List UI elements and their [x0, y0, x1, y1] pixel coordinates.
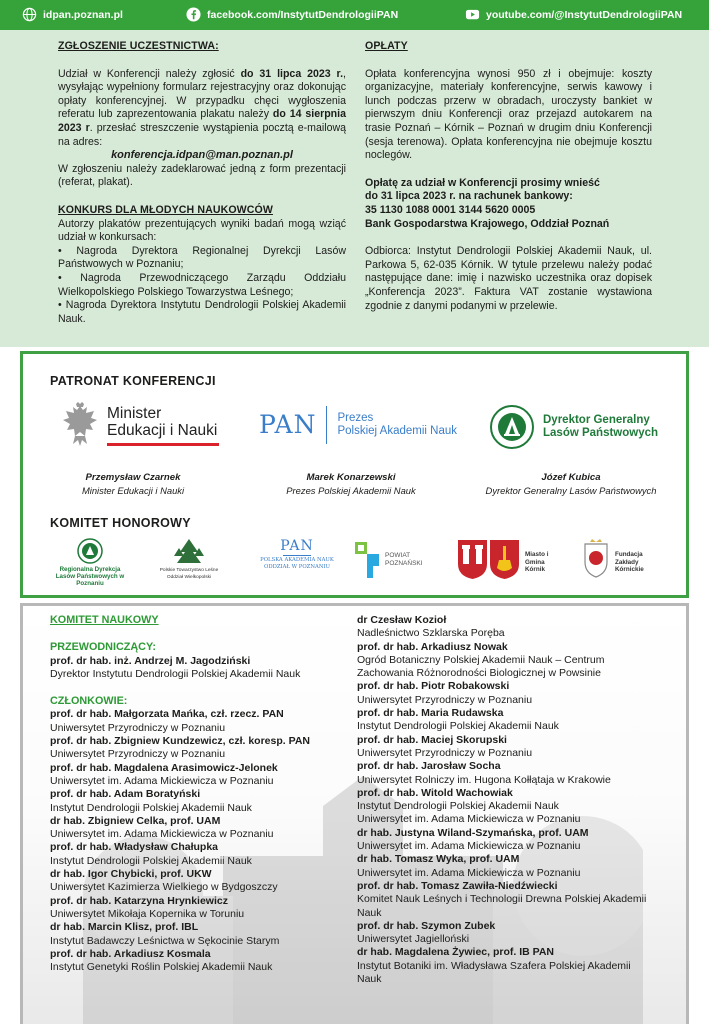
- member-name: prof. dr hab. Katarzyna Hrynkiewicz: [50, 894, 228, 907]
- fees-heading: OPŁATY: [365, 40, 408, 52]
- competition-item: • Nagroda Dyrektora Instytutu Dendrologii Polskiej Akademii Nauk.: [58, 299, 346, 325]
- contact-email[interactable]: konferencja.idpan@man.poznan.pl: [111, 149, 293, 162]
- facebook-text: facebook.com/InstytutDendrologiiPAN: [207, 8, 399, 21]
- member-name: prof. dr hab. Władysław Chałupka: [50, 841, 219, 854]
- member-affiliation: Uniwersytet Jagielloński: [357, 933, 470, 946]
- pan-logo-line2: Polskiej Akademii Nauk: [337, 425, 457, 437]
- member-name: dr hab. Igor Chybicki, prof. UKW: [50, 868, 212, 881]
- patron-name: Przemysław Czarnek: [85, 472, 181, 483]
- scientific-committee-heading: KOMITET NAUKOWY: [50, 614, 159, 626]
- minister-logo: [61, 402, 219, 448]
- powiat-caption-2: POZNAŃSKI: [385, 559, 423, 567]
- ptl-logo: [151, 538, 227, 581]
- divider: [326, 406, 327, 444]
- member-affiliation: Uniwersytet Przyrodniczy w Poznaniu: [357, 693, 533, 706]
- member-affiliation: Uniwersytet Kazimierza Wielkiego w Bydgoszczy: [50, 881, 278, 894]
- website-link[interactable]: [22, 7, 123, 22]
- pan-poznan-logo: [251, 538, 343, 571]
- pan-poznan-wordmark: PAN: [280, 538, 314, 554]
- state-forests-logo: [489, 404, 658, 450]
- member-affiliation: Uniwersytet im. Adama Mickiewicza w Poznaniu: [357, 840, 581, 853]
- member-affiliation: Instytut Dendrologii Polskiej Akademii Nauk: [357, 720, 559, 733]
- competition-item: • Nagroda Dyrektora Regionalnej Dyrekcji Lasów Państwowych w Poznaniu;: [58, 244, 346, 271]
- ptl-caption-2: Oddział Wielkopolski: [166, 574, 212, 580]
- member-affiliation: Uniwersytet Przyrodniczy w Poznaniu: [50, 748, 226, 761]
- rdlp-emblem-icon: [77, 538, 103, 564]
- lp-logo-line1: Dyrektor Generalny: [543, 413, 650, 426]
- member-name: dr hab. Tomasz Wyka, prof. UAM: [357, 853, 520, 866]
- eagle-emblem-icon: [61, 402, 99, 448]
- fundacja-caption-1: Fundacja: [615, 551, 643, 558]
- minister-logo-line2: Edukacji i Nauki: [107, 421, 218, 439]
- bank-name: Bank Gospodarstwa Krajowego, Oddział Poznań: [365, 217, 610, 230]
- member-name: prof. dr hab. Zbigniew Kundzewicz, czł. koresp. PAN: [50, 735, 310, 748]
- member-affiliation: Ogród Botaniczny Polskiej Akademii Nauk – Centrum Zachowania Różnorodności Biologicznej w Powsinie: [357, 653, 605, 680]
- youtube-text: youtube.com/@InstytutDendrologiiPAN: [486, 8, 683, 21]
- chair-name: prof. dr hab. inż. Andrzej M. Jagodziński: [50, 654, 251, 667]
- kornik-caption-2: Kórnik: [525, 566, 545, 573]
- competition-item: • Nagroda Przewodniczącego Zarządu Oddziału Wielkopolskiego Polskiego Towarzystwa Leśnego;: [58, 271, 346, 298]
- left-column: [58, 40, 346, 326]
- forest-emblem-icon: [489, 404, 535, 450]
- powiat-caption-1: POWIAT: [385, 552, 411, 559]
- fees-paragraph: Opłata konferencyjna wynosi 950 zł i obejmuje: koszty organizacyjne, materiały konferencyjne, serwis kawowy i lunch podczas przerw w obradach, uroczysty bankiet w pierwszym dniu Konferencji oraz przejazd autokarem na trasie Poznań – Kórnik – Poznań w drugim dniu Konferencji (sesja terenowa). Opłata konferencyjna nie obejmuje kosztu noclegów.: [365, 67, 652, 162]
- competition-intro: Autorzy plakatów prezentujących wyniki badań mogą wziąć udział w konkursach:: [58, 217, 346, 244]
- member-name: dr Czesław Kozioł: [357, 614, 447, 626]
- member-affiliation: Uniwersytet Przyrodniczy w Poznaniu: [50, 721, 226, 734]
- kornik-coat-of-arms-icon: [457, 538, 521, 580]
- pan-poznan-caption-1: POLSKA AKADEMIA NAUK: [260, 557, 334, 563]
- member-name: dr hab. Magdalena Żywiec, prof. IB PAN: [357, 946, 555, 959]
- bank-line-1: Opłatę za udział w Konferencji prosimy wnieść: [365, 176, 600, 189]
- youtube-icon: [465, 7, 480, 22]
- right-column: [365, 40, 652, 313]
- patronage-heading: PATRONAT KONFERENCJI: [50, 374, 216, 388]
- divider: [283, 555, 311, 556]
- competition-heading: KONKURS DLA MŁODYCH NAUKOWCÓW: [58, 203, 273, 216]
- member-name: prof. dr hab. Jarosław Socha: [357, 760, 501, 773]
- deadline-abstract: do 14 sierpnia 2023 r: [58, 108, 346, 134]
- registration-paragraph: [58, 68, 346, 150]
- member-name: prof. dr hab. Witold Wachowiak: [357, 786, 513, 799]
- pan-poznan-caption-2: ODDZIAŁ W POZNANIU: [263, 564, 331, 570]
- member-affiliation: Instytut Badawczy Leśnictwa w Sękocinie Starym: [50, 934, 280, 947]
- patronage-box: [20, 351, 689, 598]
- globe-icon: [22, 7, 37, 22]
- member-name: prof. dr hab. Tomasz Zawiła-Niedźwiecki: [357, 879, 558, 892]
- member-affiliation: Instytut Genetyki Roślin Polskiej Akademii Nauk: [50, 961, 273, 974]
- member-name: prof. dr hab. Szymon Zubek: [357, 919, 496, 932]
- youtube-link[interactable]: [465, 7, 682, 22]
- pan-president-logo: [259, 406, 457, 444]
- member-affiliation: Komitet Nauk Leśnych i Technologii Drewna Polskiej Akademii Nauk: [357, 893, 647, 919]
- registration-heading: ZGŁOSZENIE UCZESTNICTWA:: [58, 40, 219, 52]
- facebook-link[interactable]: [186, 7, 398, 22]
- members-heading: CZŁONKOWIE:: [50, 695, 128, 708]
- recipient-paragraph: Odbiorca: Instytut Dendrologii Polskiej Akademii Nauk, ul. Parkowa 5, 62-035 Kórnik. W tytule przelewu należy podać następujące dane: imię i nazwisko uczestnika oraz dopisek „Konferencja 2023”. Faktura VAT zostanie wystawiona zgodnie z danymi podanymi w przelewie.: [365, 245, 652, 312]
- fir-tree-icon: [172, 538, 206, 566]
- member-affiliation: Uniwersytet Mikołaja Kopernika w Toruniu: [50, 907, 245, 920]
- presentation-note: W zgłoszeniu należy zadeklarować jedną z form prezentacji (referat, plakat).: [58, 162, 346, 189]
- powiat-emblem-icon: [355, 542, 381, 578]
- patron-name: Marek Konarzewski: [306, 472, 396, 483]
- pan-wordmark: PAN: [259, 410, 317, 439]
- member-affiliation: Uniwersytet im. Adama Mickiewicza w Poznaniu: [50, 774, 274, 787]
- member-affiliation: Instytut Dendrologii Polskiej Akademii Nauk: [50, 801, 252, 814]
- member-name: prof. dr hab. Adam Boratyński: [50, 788, 201, 801]
- member-affiliation: Uniwersytet im. Adama Mickiewicza w Poznaniu: [357, 866, 581, 879]
- patron-name: Józef Kubica: [541, 472, 601, 483]
- member-name: prof. dr hab. Maciej Skorupski: [357, 733, 507, 746]
- member-name: prof. dr hab. Magdalena Arasimowicz-Jelonek: [50, 761, 278, 774]
- member-name: dr hab. Zbigniew Celka, prof. UAM: [50, 814, 221, 827]
- top-contact-bar: [0, 0, 709, 30]
- member-affiliation: Uniwersytet im. Adama Mickiewicza w Poznaniu: [357, 813, 581, 826]
- member-affiliation: Uniwersytet Rolniczy im. Hugona Kołłątaja w Krakowie: [357, 773, 611, 786]
- website-text: idpan.poznan.pl: [43, 8, 123, 21]
- scientific-committee-section: [20, 603, 689, 1024]
- pan-logo-line1: Prezes: [337, 411, 374, 424]
- member-name: dr hab. Marcin Klisz, prof. IBL: [50, 921, 199, 934]
- bank-line-2: do 31 lipca 2023 r. na rachunek bankowy:: [365, 190, 573, 203]
- member-affiliation: Nadleśnictwo Szklarska Poręba: [357, 627, 505, 640]
- honorary-committee-heading: KOMITET HONOROWY: [50, 516, 191, 530]
- facebook-icon: [186, 7, 201, 22]
- member-affiliation: Instytut Botaniki im. Władysława Szafera Polskiej Akademii Nauk: [357, 959, 631, 986]
- member-name: dr hab. Justyna Wiland-Szymańska, prof. UAM: [357, 826, 589, 839]
- member-affiliation: Instytut Dendrologii Polskiej Akademii Nauk: [357, 800, 559, 813]
- patron-role: Dyrektor Generalny Lasów Państwowych: [485, 485, 657, 496]
- member-name: prof. dr hab. Arkadiusz Nowak: [357, 640, 508, 653]
- member-name: prof. dr hab. Małgorzata Mańka, czł. rzecz. PAN: [50, 708, 284, 721]
- chair-heading: PRZEWODNICZĄCY:: [50, 641, 156, 654]
- member-name: prof. dr hab. Piotr Robakowski: [357, 680, 510, 693]
- red-bar: [107, 443, 219, 446]
- fundacja-emblem-icon: [583, 538, 609, 578]
- text-span: Udział w Konferencji należy zgłosić: [58, 67, 241, 80]
- member-affiliation: Instytut Dendrologii Polskiej Akademii Nauk: [50, 854, 252, 867]
- rdlp-logo: [53, 538, 127, 587]
- member-name: prof. dr hab. Arkadiusz Kosmala: [50, 947, 211, 960]
- patron-role: Minister Edukacji i Nauki: [81, 485, 185, 496]
- ptl-caption-1: Polskie Towarzystwo Leśne: [159, 568, 219, 573]
- member-affiliation: Uniwersytet Przyrodniczy w Poznaniu: [357, 746, 533, 759]
- member-affiliation: Uniwersytet im. Adama Mickiewicza w Poznaniu: [50, 828, 274, 841]
- patron-role: Prezes Polskiej Akademii Nauk: [286, 485, 416, 496]
- fundacja-caption-2: Zakłady Kórnickie: [615, 558, 644, 573]
- committee-left-column: [50, 614, 370, 974]
- registration-fees-section: [0, 30, 709, 347]
- kornik-caption-1: Miasto i Gmina: [525, 551, 549, 566]
- minister-logo-line1: Minister: [107, 404, 162, 422]
- lp-logo-line2: Lasów Państwowych: [543, 427, 659, 439]
- text-span: , wysyłając wypełniony formularz rejestracyjny oraz dokonując opłaty konferencyjnej. W przypadku chęci wygłoszenia referatu lub zaprezentowania plakatu należy: [58, 67, 346, 121]
- honorary-logos-row: [53, 538, 665, 586]
- text-span: . przesłać streszczenie wystąpienia pocztą e-mailową na adres:: [58, 121, 347, 148]
- rdlp-caption: Regionalna Dyrekcja Lasów Państwowych w Poznaniu: [55, 566, 125, 587]
- member-name: prof. dr hab. Maria Rudawska: [357, 707, 504, 720]
- chair-affiliation: Dyrektor Instytutu Dendrologii Polskiej Akademii Nauk: [50, 667, 301, 680]
- bank-account-number: 35 1130 1088 0001 3144 5620 0005: [365, 203, 536, 216]
- committee-right-column: [357, 614, 657, 986]
- deadline-registration: do 31 lipca 2023 r.: [240, 67, 344, 80]
